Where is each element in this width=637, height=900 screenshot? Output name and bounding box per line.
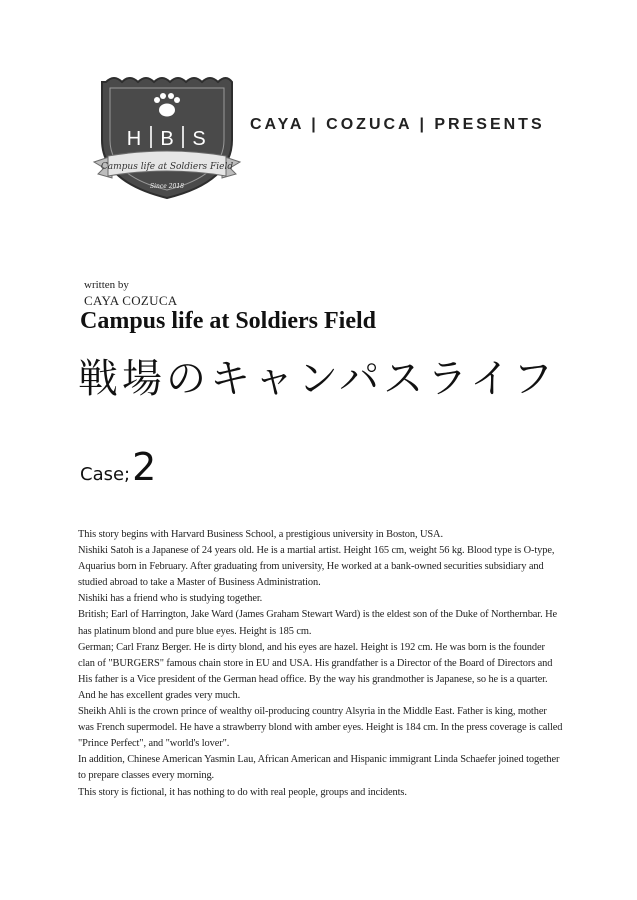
- story-paragraph: This story is fictional, it has nothing to do with real people, groups and incidents.: [78, 786, 407, 798]
- story-paragraph: British; Earl of Harrington, Jake Ward (James Graham Stewart Ward) is the eldest son of the Duke of Northernbar. He has platinum blond and pure blue eyes. Height is 185 cm.: [78, 609, 557, 637]
- story-paragraph: Nishiki Satoh is a Japanese of 24 years old. He is a martial artist. Height 165 cm, weight 56 kg. Blood type is O-type, Aquarius born in February. After graduating from university, He worked at a bank-owned securities subsidiary and studied abroad to take a Master of Business Administration.: [78, 545, 555, 589]
- crest-letter-h: H: [126, 128, 142, 150]
- title-english: Campus life at Soldiers Field: [80, 308, 377, 334]
- case-heading: [80, 445, 156, 489]
- title-japanese: 戦場のキャンパスライフ: [78, 356, 557, 402]
- hbs-crest-logo: [92, 70, 242, 210]
- crest-since-text: Since 2018: [150, 183, 184, 190]
- crest-letter-s: S: [192, 128, 206, 150]
- written-by-label: written by: [84, 279, 129, 291]
- crest-emblem: [92, 70, 242, 210]
- story-paragraph: Nishiki has a friend who is studying together.: [78, 593, 263, 605]
- crest-letter-b: B: [160, 128, 174, 150]
- case-number: 2: [132, 445, 157, 489]
- presents-header: CAYA | COZUCA | PRESENTS: [250, 116, 545, 133]
- crest-banner-text: Campus life at Soldiers Field: [100, 162, 234, 172]
- story-paragraph: Sheikh Ahli is the crown prince of wealthy oil-producing country Alsyria in the Middle East. Father is king, mother was French supermodel. He have a strawberry blond with amber eyes. Height is 184 cm. In the press coverage is called "Prince Perfect", and "world's lover".: [78, 706, 563, 750]
- story-paragraph: In addition, Chinese American Yasmin Lau, African American and Hispanic immigrant Linda Schaefer joined together to prepare classes every morning.: [78, 754, 560, 782]
- story-paragraph: German; Carl Franz Berger. He is dirty blond, and his eyes are hazel. Height is 192 cm. He was born is the founder clan of "BURGERS" famous chain store in EU and USA. His grandfather is a Director of the Board of Directors and His father is a Vice president of the German head office. By the way his grandmother is Japanese, so he is a quarter. And he has excellent grades very much.: [78, 641, 553, 701]
- case-label: Case;: [80, 464, 131, 485]
- story-body: [78, 527, 564, 801]
- story-paragraph: This story begins with Harvard Business School, a prestigious university in Boston, USA.: [78, 529, 443, 540]
- author-name: CAYA COZUCA: [84, 293, 178, 308]
